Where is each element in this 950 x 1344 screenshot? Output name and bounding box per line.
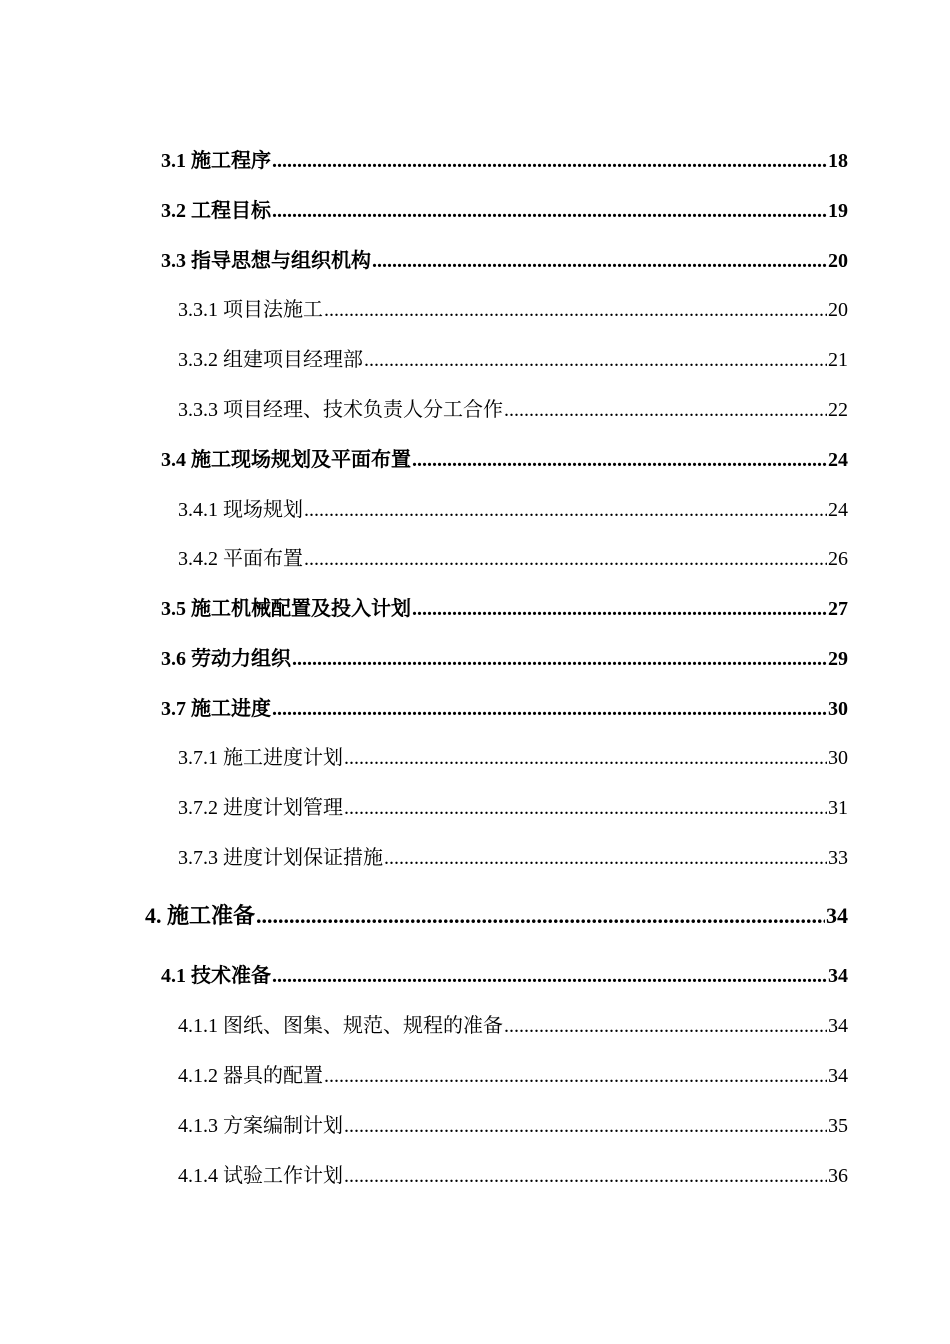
dot-leader — [344, 1115, 827, 1138]
toc-entry-title: 3.5 施工机械配置及投入计划 — [161, 598, 411, 620]
toc-entry-page: 35 — [828, 1115, 848, 1137]
toc-entry-title: 3.3.3 项目经理、技术负责人分工合作 — [178, 399, 503, 421]
toc-entry[interactable] — [178, 393, 848, 423]
toc-entry-title: 4.1 技术准备 — [161, 965, 271, 987]
toc-entry[interactable] — [161, 244, 848, 274]
toc-entry[interactable] — [178, 1159, 848, 1189]
dot-leader — [412, 449, 827, 472]
toc-entry-title: 3.4.1 现场规划 — [178, 499, 303, 521]
toc-entry[interactable] — [161, 692, 848, 722]
toc-entry-page: 30 — [828, 698, 848, 720]
toc-entry[interactable] — [178, 1109, 848, 1139]
toc-entry[interactable] — [178, 293, 848, 323]
dot-leader — [344, 1165, 827, 1188]
toc-entry[interactable] — [161, 642, 848, 672]
toc-entry[interactable] — [161, 443, 848, 473]
toc-entry-page: 24 — [828, 449, 848, 471]
toc-entry-page: 30 — [828, 747, 848, 769]
dot-leader — [324, 1065, 827, 1088]
toc-entry-page: 27 — [828, 598, 848, 620]
toc-entry-page: 31 — [828, 797, 848, 819]
toc-entry[interactable] — [178, 1059, 848, 1089]
dot-leader — [412, 598, 827, 621]
toc-entry-page: 26 — [828, 548, 848, 570]
toc-entry[interactable] — [178, 343, 848, 373]
toc-entry-title: 3.7.1 施工进度计划 — [178, 747, 343, 769]
toc-entry-title: 4. 施工准备 — [145, 903, 256, 928]
toc-entry[interactable] — [145, 899, 848, 933]
toc-entry[interactable] — [161, 959, 848, 989]
dot-leader — [324, 299, 827, 322]
toc-entry-page: 24 — [828, 499, 848, 521]
dot-leader — [292, 648, 827, 671]
toc-entry[interactable] — [178, 741, 848, 771]
toc-entry-title: 3.7 施工进度 — [161, 698, 271, 720]
toc-entry[interactable] — [178, 791, 848, 821]
toc-entry-title: 4.1.2 器具的配置 — [178, 1065, 323, 1087]
toc-entry[interactable] — [178, 1009, 848, 1039]
dot-leader — [364, 349, 827, 372]
toc-entry-title: 3.7.2 进度计划管理 — [178, 797, 343, 819]
dot-leader — [504, 1015, 827, 1038]
toc-entry-page: 18 — [828, 150, 848, 172]
toc-entry-page: 34 — [828, 965, 848, 987]
dot-leader — [384, 847, 827, 870]
dot-leader — [272, 150, 827, 173]
dot-leader — [504, 399, 827, 422]
toc-entry-page: 21 — [828, 349, 848, 371]
toc-entry-page: 34 — [828, 1015, 848, 1037]
dot-leader — [256, 903, 825, 929]
toc-entry-page: 22 — [828, 399, 848, 421]
toc-entry-page: 34 — [826, 903, 848, 928]
dot-leader — [304, 499, 827, 522]
toc-entry-title: 3.1 施工程序 — [161, 150, 271, 172]
toc-entry-title: 3.4 施工现场规划及平面布置 — [161, 449, 411, 471]
toc-entry-title: 3.3.1 项目法施工 — [178, 299, 323, 321]
toc-entry[interactable] — [161, 592, 848, 622]
toc-entry[interactable] — [178, 841, 848, 871]
dot-leader — [272, 698, 827, 721]
toc-entry-title: 4.1.3 方案编制计划 — [178, 1115, 343, 1137]
toc-entry-title: 3.7.3 进度计划保证措施 — [178, 847, 383, 869]
toc-entry[interactable] — [161, 194, 848, 224]
toc-entry-title: 4.1.1 图纸、图集、规范、规程的准备 — [178, 1015, 503, 1037]
toc-entry-page: 20 — [828, 250, 848, 272]
dot-leader — [372, 250, 827, 273]
toc-entry[interactable] — [178, 542, 848, 572]
dot-leader — [272, 200, 827, 223]
dot-leader — [272, 965, 827, 988]
toc-entry-title: 3.6 劳动力组织 — [161, 648, 291, 670]
toc-entry-title: 3.3 指导思想与组织机构 — [161, 250, 371, 272]
toc-entry-page: 19 — [828, 200, 848, 222]
toc-entry-title: 3.4.2 平面布置 — [178, 548, 303, 570]
toc-entry[interactable] — [178, 493, 848, 523]
toc-entry-page: 34 — [828, 1065, 848, 1087]
toc-entry-title: 3.2 工程目标 — [161, 200, 271, 222]
toc-entry[interactable] — [161, 144, 848, 174]
toc-entry-title: 4.1.4 试验工作计划 — [178, 1165, 343, 1187]
dot-leader — [304, 548, 827, 571]
toc-entry-title: 3.3.2 组建项目经理部 — [178, 349, 363, 371]
toc-entry-page: 20 — [828, 299, 848, 321]
toc-entry-page: 36 — [828, 1165, 848, 1187]
dot-leader — [344, 747, 827, 770]
dot-leader — [344, 797, 827, 820]
toc-entry-page: 29 — [828, 648, 848, 670]
toc-entry-page: 33 — [828, 847, 848, 869]
